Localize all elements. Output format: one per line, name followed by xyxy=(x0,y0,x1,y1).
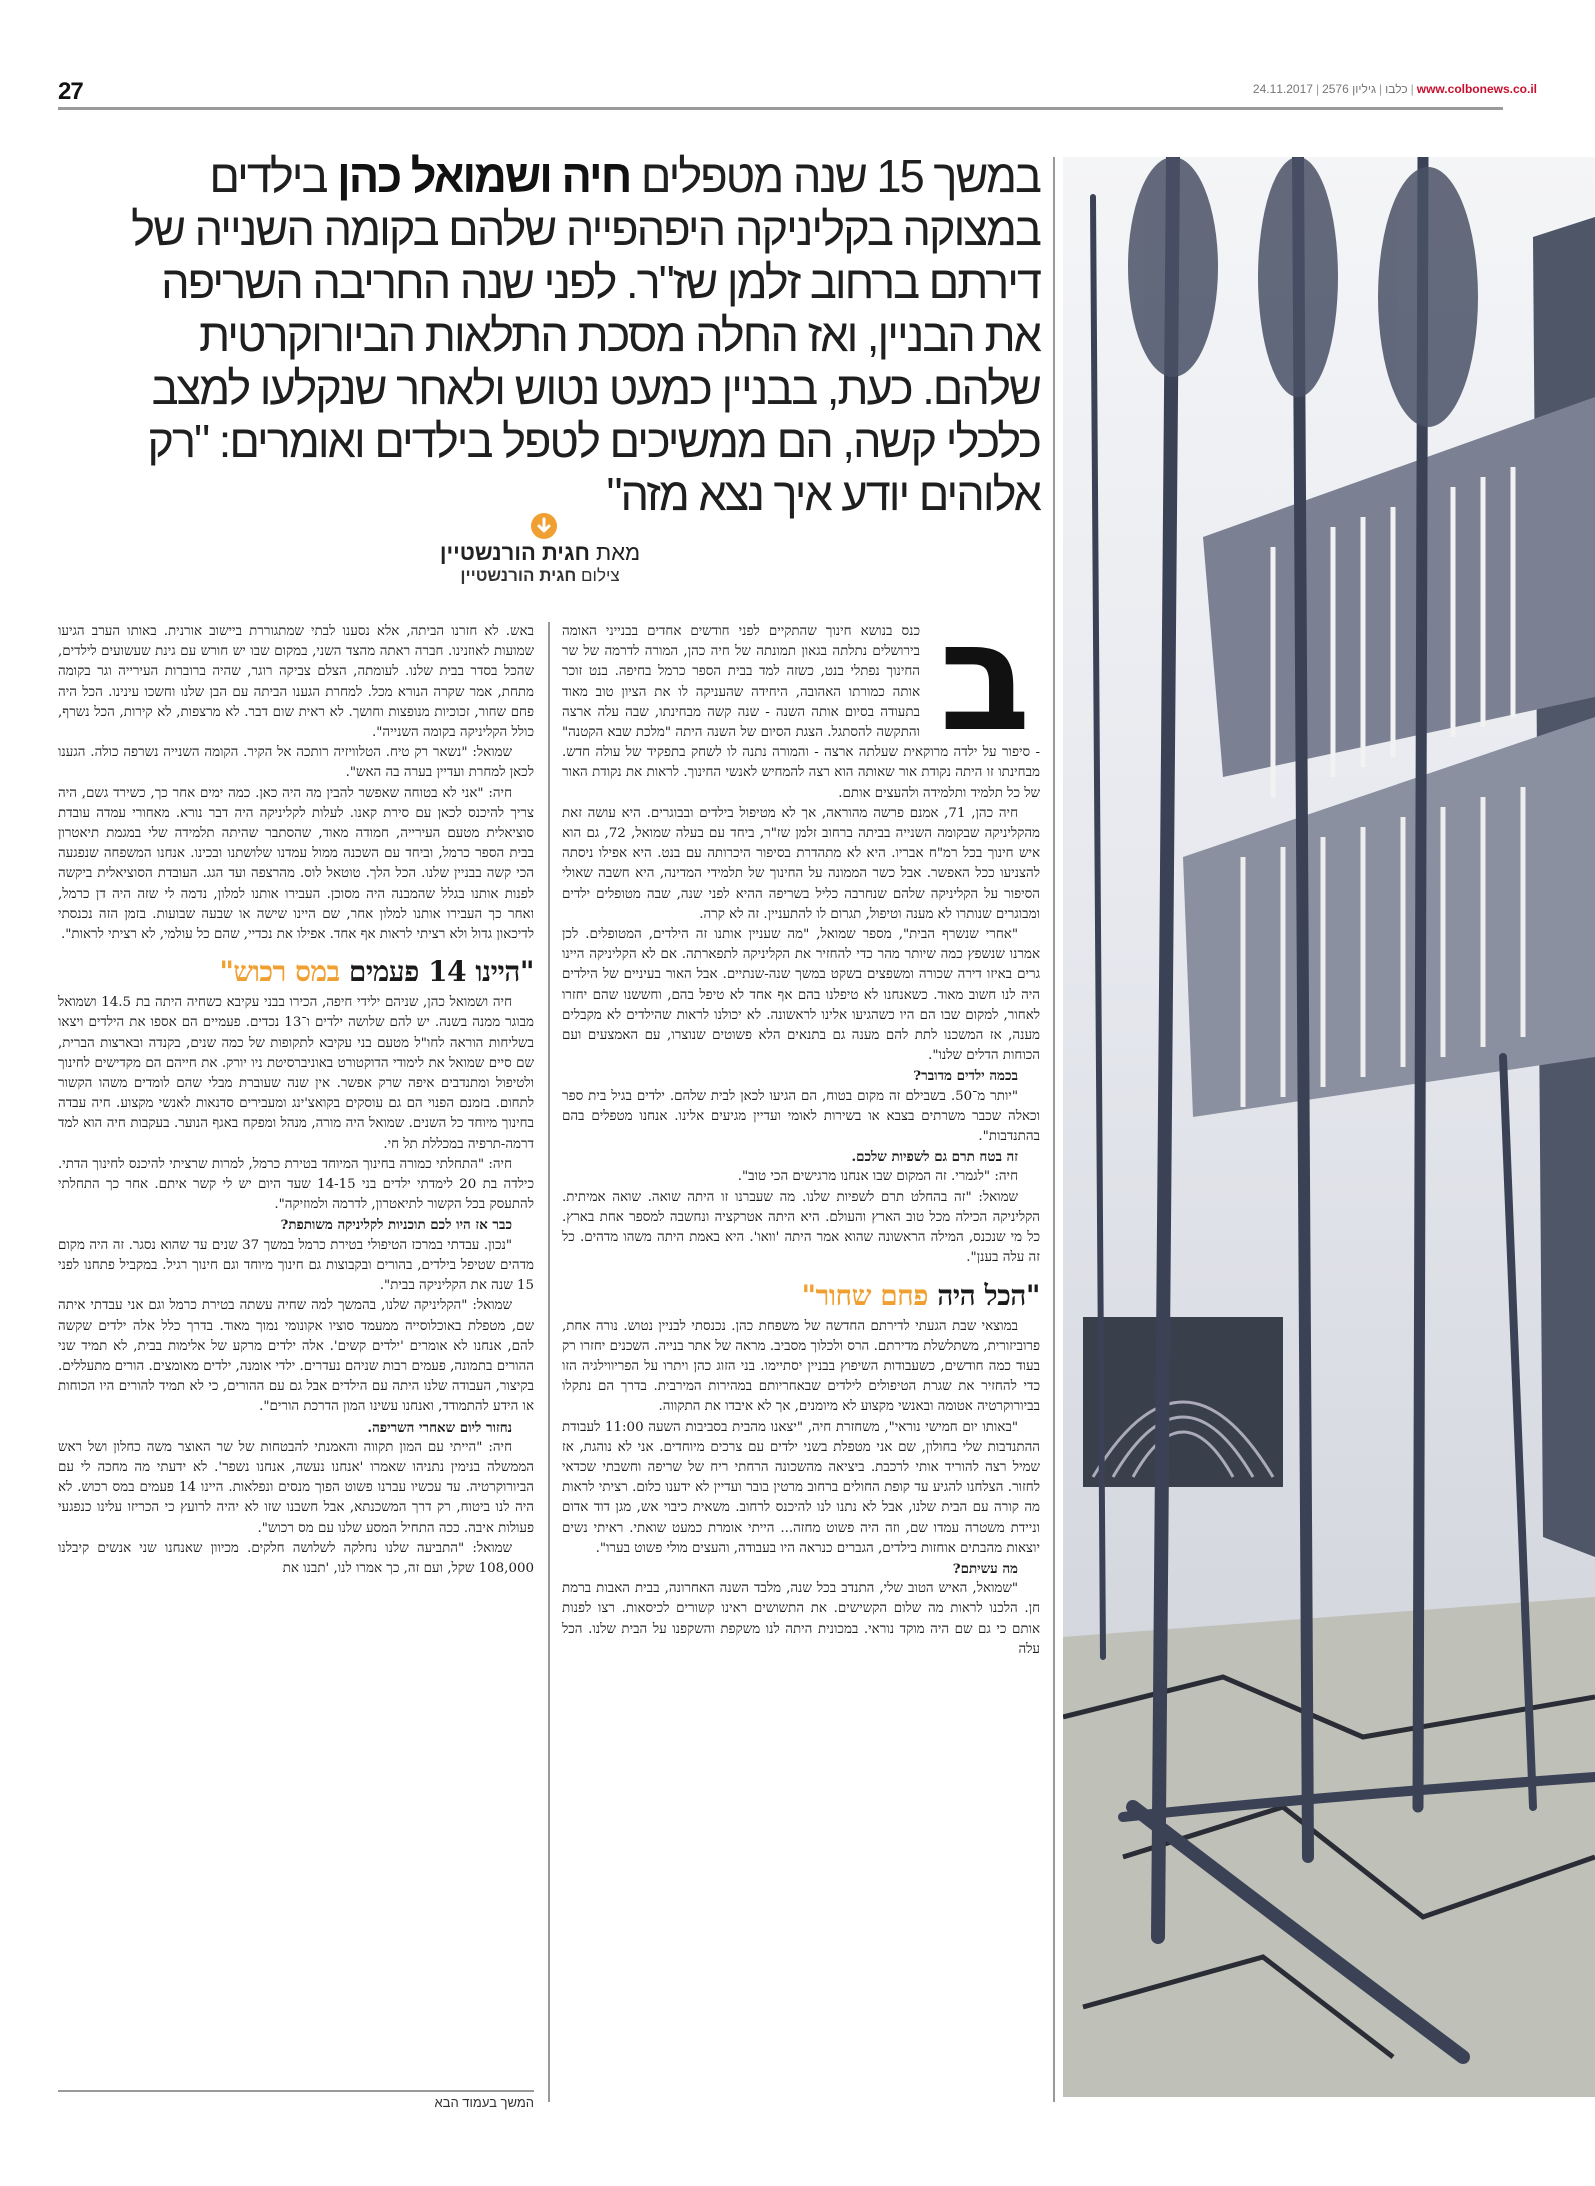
interview-question: מה עשיתם? xyxy=(952,1560,1018,1577)
site-url-link[interactable]: www.colbonews.co.il xyxy=(1416,82,1537,96)
paragraph: באש. לא חזרנו הביתה, אלא נסענו לבתי שמתגוררת ביישוב אורנית. באותו הערב הגיעו שמועות לאוזנינו. חברה ראתה מהצד השני, במקום שבו יש חורש עם גינת שעשועים לילדים, שהכל בסדר בבית שלנו. לעומתה, הצלם צביקה רוגר, שהיה ברוברות העירייה וגר בקומה מתחת, אמר שקרה הנורא מכל. למחרת הגענו הביתה עם הבן שלנו וחשכו עינינו. הכל היה פחם שחור, זכוכיות מנופצות וחושך. לא ראית שום דבר. לא מרצפות, לא קירות, הכל נשרף, כולל הקליניקה בקומה השנייה". xyxy=(58,624,534,741)
paragraph: חיה: "אני לא בטוחה שאפשר להבין מה היה כאן. כמה ימים אחר כך, כשירד גשם, היה צריך להיכנס לכאן עם סירת קאנו. לעלות לקליניקה היה דבר נורא. מאחורי עמדה עובדת סוציאלית מטעם העירייה, חמודה מאוד, שהסתבר שהיתה תלמידה שלי במגמת תיאטרון בבית הספר כרמל, וביחד עם השכנה ממול עמדנו שלושתנו ובכינו. אנחנו המשפחה שנפגעה הכי קשה בבניין שלנו. הכל הלך. טוטאל לוס. מהרצפה ועד הגג. העובדת הסוציאלית ביקשה לפנות אותנו בגלל שהמבנה היה מסוכן. העבירו אותנו למלון, נדמה לי שזה היה דן כרמל, ואחר כך העבירו אותנו למלון אחר, שם היינו שישה או שבעה שבועות. בזמן הזה נכנסתי לדיכאון גדול ולא רציתי לראות אף אחד. אפילו את נכדיי, שהם כל עולמי, לא רציתי לראות". xyxy=(58,785,534,943)
interview-question: נחזור ליום שאחרי השריפה. xyxy=(367,1419,512,1436)
subheading-text: "הכל היה xyxy=(927,1278,1040,1312)
article-photo xyxy=(1063,157,1595,2097)
continued-next-page: המשך בעמוד הבא xyxy=(434,2095,534,2110)
issue-number: גיליון 2576 xyxy=(1322,82,1377,96)
article-column-right xyxy=(562,591,1040,1660)
subheading-highlight: במס רכוש" xyxy=(219,955,340,989)
deck-text-2: בילדים במצוקה בקליניקה היפהפייה שלהם בקומה השנייה של דירתם ברחוב זלמן שז"ר. לפני שנה החריבה השריפה את הבניין, ואז החלה מסכת התלאות הביורוקרטית שלהם. כעת, בבניין כמעט נטוש ולאחר שנקלעו למצב כלכלי קשה, הם ממשיכים לטפל בילדים ואומרים: "רק אלוהים יודע איך נצא מזה" xyxy=(131,150,1040,520)
subheading xyxy=(58,955,534,989)
article-column-left xyxy=(58,622,534,1579)
header-divider xyxy=(58,107,1503,110)
column-divider xyxy=(548,622,550,2102)
paragraph: כנס בנושא חינוך שהתקיים לפני חודשים אחדים בבנייני האומה בירושלים נתלתה בגאון תמונתה של חיה כהן, המורה לדרמה של שר החינוך נפתלי בנט, כשזה למד בבית הספר כרמל בחיפה. בנט זוכר אותה כמורתו האהובה, היחידה שהעניקה לו את הציון טוב מאוד בתעודה בסיום אותה השנה - שנה קשה מבחינתו, שבה עלה ארצה והתקשה להסתגל. הצגת הסיום של השנה היתה "מלכת שבא הקטנה" - סיפור על ילדה מרוקאית שעלתה ארצה - והמורה נתנה לו לשחק בתפקיד של עולה חדש. מבחינתו זו היתה נקודת אור שאותה הוא רצה להמחיש לאנשי החינוך. לראות את נקודת האור של כל תלמיד ותלמידה ולהעצים אותם. xyxy=(562,624,1040,801)
right-column-body xyxy=(562,622,1040,1660)
paragraph: חיה: "לגמרי. זה המקום שבו אנחנו מרגישים הכי טוב". xyxy=(737,1169,1018,1185)
subheading-text: "היינו 14 פעמים xyxy=(339,955,534,989)
burnt-building-photo xyxy=(1063,157,1595,2097)
interview-question: זה בטח תרם גם לשפיות שלכם. xyxy=(851,1149,1018,1166)
paragraph: חיה: "התחלתי כמורה בחינוך המיוחד בטירת כרמל, למרות שרציתי להיכנס לחינוך הדתי. כילדה בת 20 לימדתי ילדים בני 14-15 שעד היום יש לי קשר איתם. אחר כך התחלתי להתעסק בכל הקשור לתיאטרון, לדרמה ולמוזיקה". xyxy=(58,1156,534,1213)
deck-text-1: במשך 15 שנה מטפלים xyxy=(630,150,1040,202)
drop-cap: ב xyxy=(939,591,1031,765)
interview-question: כבר אז היו לכם תוכניות לקליניקה משותפת? xyxy=(280,1217,512,1234)
subheading-highlight: פחם שחור" xyxy=(801,1278,928,1312)
issue-date: 24.11.2017 xyxy=(1252,82,1313,96)
paragraph: חיה ושמואל כהן, שניהם ילידי חיפה, הכירו בבני עקיבא כשחיה היתה בת 14.5 ושמואל מבוגר ממנה בשנה. יש להם שלושה ילדים ו־13 נכדים. פעמיים הם אספו את הילדים ויצאו בשליחות הוראה לחו"ל מטעם בני עקיבא לתקופות של כמה שנים, בקנדה ובארצות הברית, שם סיים שמואל את לימודי הדוקטורט באוניברסיטת ניו יורק. את חייהם הם מקדישים לחינוך ולטיפול ומתנדבים איפה שרק אפשר. אין שנה שעוברת מבלי שהם לומדים משהו הקשור לתחום. בזמנם הפנוי הם גם עוסקים בקואצ'ינג ומעבירים סדנאות לאנשי מקצוע. חיה עבדה בחינוך מיוחד כל השנים. שמואל היה מורה, מנהל ומפקח באגף הנוער. בעקבות חיה הוא למד דרמה-תרפיה במכללת תל חי. xyxy=(58,995,534,1152)
page-number: 27 xyxy=(58,78,83,105)
paragraph: חיה: "הייתי עם המון תקווה והאמנתי להבטחות של שר האוצר משה כחלון ושל ראש הממשלה בנימין נתניהו שאמרו 'אנחנו נעשה, אנחנו נשפר'. לא ידעתי מה מחכה לי עם הביורוקרטיה. עד עכשיו עברנו פשוט הפוך מנסים ונפלאות. היינו 14 פעמים במס רכוש. לא היה לנו ביטוח, רק דרך המשכנתא, אבל חשבנו שזו לא יהיה לרועץ כי הכריזו עלינו כנפגעי פעולות איבה. ככה התחיל המסע שלנו עם מס רכוש". xyxy=(58,1439,534,1536)
byline xyxy=(360,540,720,586)
paragraph: במוצאי שבת הגעתי לדירתם החדשה של משפחת כהן. נכנסתי לבניין נטוש. נורה אחת, פרוביזורית, משתלשלת מדירתם. הרס ולכלוך מסביב. מראה של אתר בנייה. השכנים יחזרו רק בעוד כמה חודשים, כשעבודות השיפוץ בבניין יסתיימו. בני הזוג כהן ויתרו על הפריווילגיה הזו כדי להחזיר את שגרת הטיפולים לילדים שבאחריותם במהירות המירבית. בדרך הם נתקלו בביורוקרטיה אטומה ובאנשי מקצוע לא מיומנים, אך לא איבדו את התקווה. xyxy=(562,1318,1040,1415)
paragraph: "יותר מ־50. בשבילם זה מקום בטוח, הם הגיעו לכאן לבית שלהם. ילדים בגיל בית ספר וכאלה שכבר משרתים בצבא או בשירות לאומי ועדיין מגיעים אלינו. אנחנו מטפלים בהם בהתנדבות". xyxy=(562,1088,1040,1145)
paragraph: "באותו יום חמישי נוראי", משחזרת חיה, "יצאנו מהבית בסביבות השעה 11:00 לעבודת ההתנדבות שלי בחולון, שם אני מטפלת בשני ילדים עם צרכים מיוחדים. אני לא נוהגת, אז שמיל רצה להוריד אותי לרכבת. ביציאה מהשכונה הרחתי ריח של שריפה וחשבתי שכדאי לחזור. הצלחנו להגיע עד קופת החולים ברחוב מרטין בובר ועדיין לא ידענו כלום. רציתי לראות מה קורה עם הבית שלנו, אבל לא נתנו לנו להיכנס לרחוב. משאית כיבוי אש, מגן דוד אדום וניידת משטרה עמדו שם, וזה היה פשוט מחזה... הייתי אומרת כמעט שואתי. ראיתי נשים יוצאות מהבתים אוחזות בילדים, הגברים כנראה היו בעבודה, והעצים מולי פשוט בערו". xyxy=(562,1419,1040,1556)
byline-from-label: מאת xyxy=(596,540,641,565)
paragraph: שמואל: "הקליניקה שלנו, בהמשך למה שחיה עשתה בטירת כרמל וגם אני עבדתי איתה שם, מטפלת באוכלוסייה ממעמד סוציו אקונומי נמוך מאוד. בדרך כלל אלה ילדים שקשה להם, אנחנו לא אומרים 'ילדים קשים'. אלה ילדים מרקע של אלימות בבית, לא תמיד שני ההורים בתמונה, פעמים רבות שניהם נעדרים. ילדי אומנה, ילדים מאומצים. הורים מתעללים. בקיצור, העבודה שלנו היתה עם הילדים אבל גם עם ההורים, כי לא תמיד להורים היו הכוחות או הידע להתמודד, ואנחנו עשינו המון הדרכת הורים". xyxy=(58,1298,534,1415)
paragraph: "נכון. עבדתי במרכז הטיפולי בטירת כרמל במשך 37 שנים עד שהוא נסגר. זה היה מקום מדהים שטיפל בילדים, בהורים ובקבוצות גם חינוך מיוחד וגם חינוך רגיל. במקביל פתחנו לפני 15 שנה את הקליניקה בבית". xyxy=(58,1237,534,1294)
byline-author: חגית הורנשטיין xyxy=(439,540,590,565)
column-divider xyxy=(1053,157,1055,2102)
paragraph: שמואל: "זה בהחלט תרם לשפיות שלנו. מה שעברנו זו היתה שואה. שואה אמיתית. הקליניקה הכילה מכל טוב הארץ והעולם. היא היתה אטרקציה ונחשבה למספר אחת בארץ. כל מי שנכנס, המילה הראשונה שהוא אמר היתה 'וואו'. היא באמת היתה משהו מדהים. כל זה עלה בענן". xyxy=(562,1189,1040,1266)
left-column-body xyxy=(58,622,534,1579)
arrow-down-circle-icon xyxy=(531,513,557,539)
paragraph: "שמואל, האיש הטוב שלי, התנדב בכל שנה, מלבד השנה האחרונה, בבית האבות ברמת חן. הלכנו לראות מה שלום הקשישים. את התשושים ראינו קשורים לכיסאות. רצו לפנות אותם כי גם שם היה מוקד נוראי. במכונית היתה לנו משקפת והשקפנו על הבית שלנו. הכל עלה xyxy=(562,1581,1040,1657)
masthead: 24.11.2017 | גיליון 2576 | כלבו | www.colbonews.co.il xyxy=(1252,82,1537,96)
paragraph: שמואל: "התביעה שלנו נחלקה לשלושה חלקים. מכיוון שאנחנו שני אנשים קיבלנו 108,000 שקל, ועם זה, כך אמרו לנו, 'תבנו את xyxy=(58,1540,534,1576)
footer-divider xyxy=(58,2090,534,2092)
deck-names: חיה ושמואל כהן xyxy=(337,150,631,202)
interview-question: בכמה ילדים מדובר? xyxy=(913,1068,1018,1085)
paragraph: "אחרי שנשרף הבית", מספר שמואל, "מה שעניין אותנו זה הילדים, המטופלים. לכן אמרנו שנשפץ כמה שיותר מהר כדי להחזיר את הקליניקה לתפארתה. אם לא הקליניקה היינו גרים באיזו דירה שכורה ומשפצים בשקט במשך שנה-שנתיים. אבל האור בעיניים של הילדים היה לנו חשוב מאוד. כשאנחנו לא טיפלנו בהם אף אחד לא טיפל בהם, וחששנו שהם יחזרו לאחור, למקום שבו הם היו כשהגיעו אלינו לראשונה. לא יכולנו לראות שהילדים לא מקבלים מענה, אז המשכנו לתת להם מענה גם בתנאים הלא פשוטים שנוצרו, עם האמצעים ועם הכוחות הדלים שלנו". xyxy=(562,927,1040,1064)
paragraph: שמואל: "נשאר רק טיח. הטלוויזיה רותכה אל הקיר. הקומה השנייה נשרפה כולה. הגענו לכאן למחרת ועדיין בערה בה האש". xyxy=(58,745,534,781)
photo-credit-label: צילום xyxy=(581,566,620,585)
publication-name: כלבו xyxy=(1385,82,1408,96)
article-deck xyxy=(129,150,1040,521)
paragraph: חיה כהן, 71, אמנם פרשה מהוראה, אך לא מטיפול בילדים ובבוגרים. היא עושה זאת מהקליניקה שבקומה השנייה בביתה ברחוב זלמן שז"ר, ביחד עם בעלה שמואל, 72, גם הוא איש חינוך בכל רמ"ח אבריו. היא לא מתהדרת בסיפור היכרותה עם בנט. היא אפילו ניסתה להצניעו ככל האפשר. אבל כשר הממונה על החינוך של תלמידי המדינה, היא חשבה שאולי הסיפור על הקליניקה שלהם שנחרבה כליל בשריפה ההיא לפני שנה, שבה מטופלים ילדים ומבוגרים שנותרו לא מענה וטיפול, תגרום לו להתעניין. זה לא קרה. xyxy=(562,805,1040,922)
subheading xyxy=(562,1279,1040,1313)
photo-credit-name: חגית הורנשטיין xyxy=(460,566,577,585)
